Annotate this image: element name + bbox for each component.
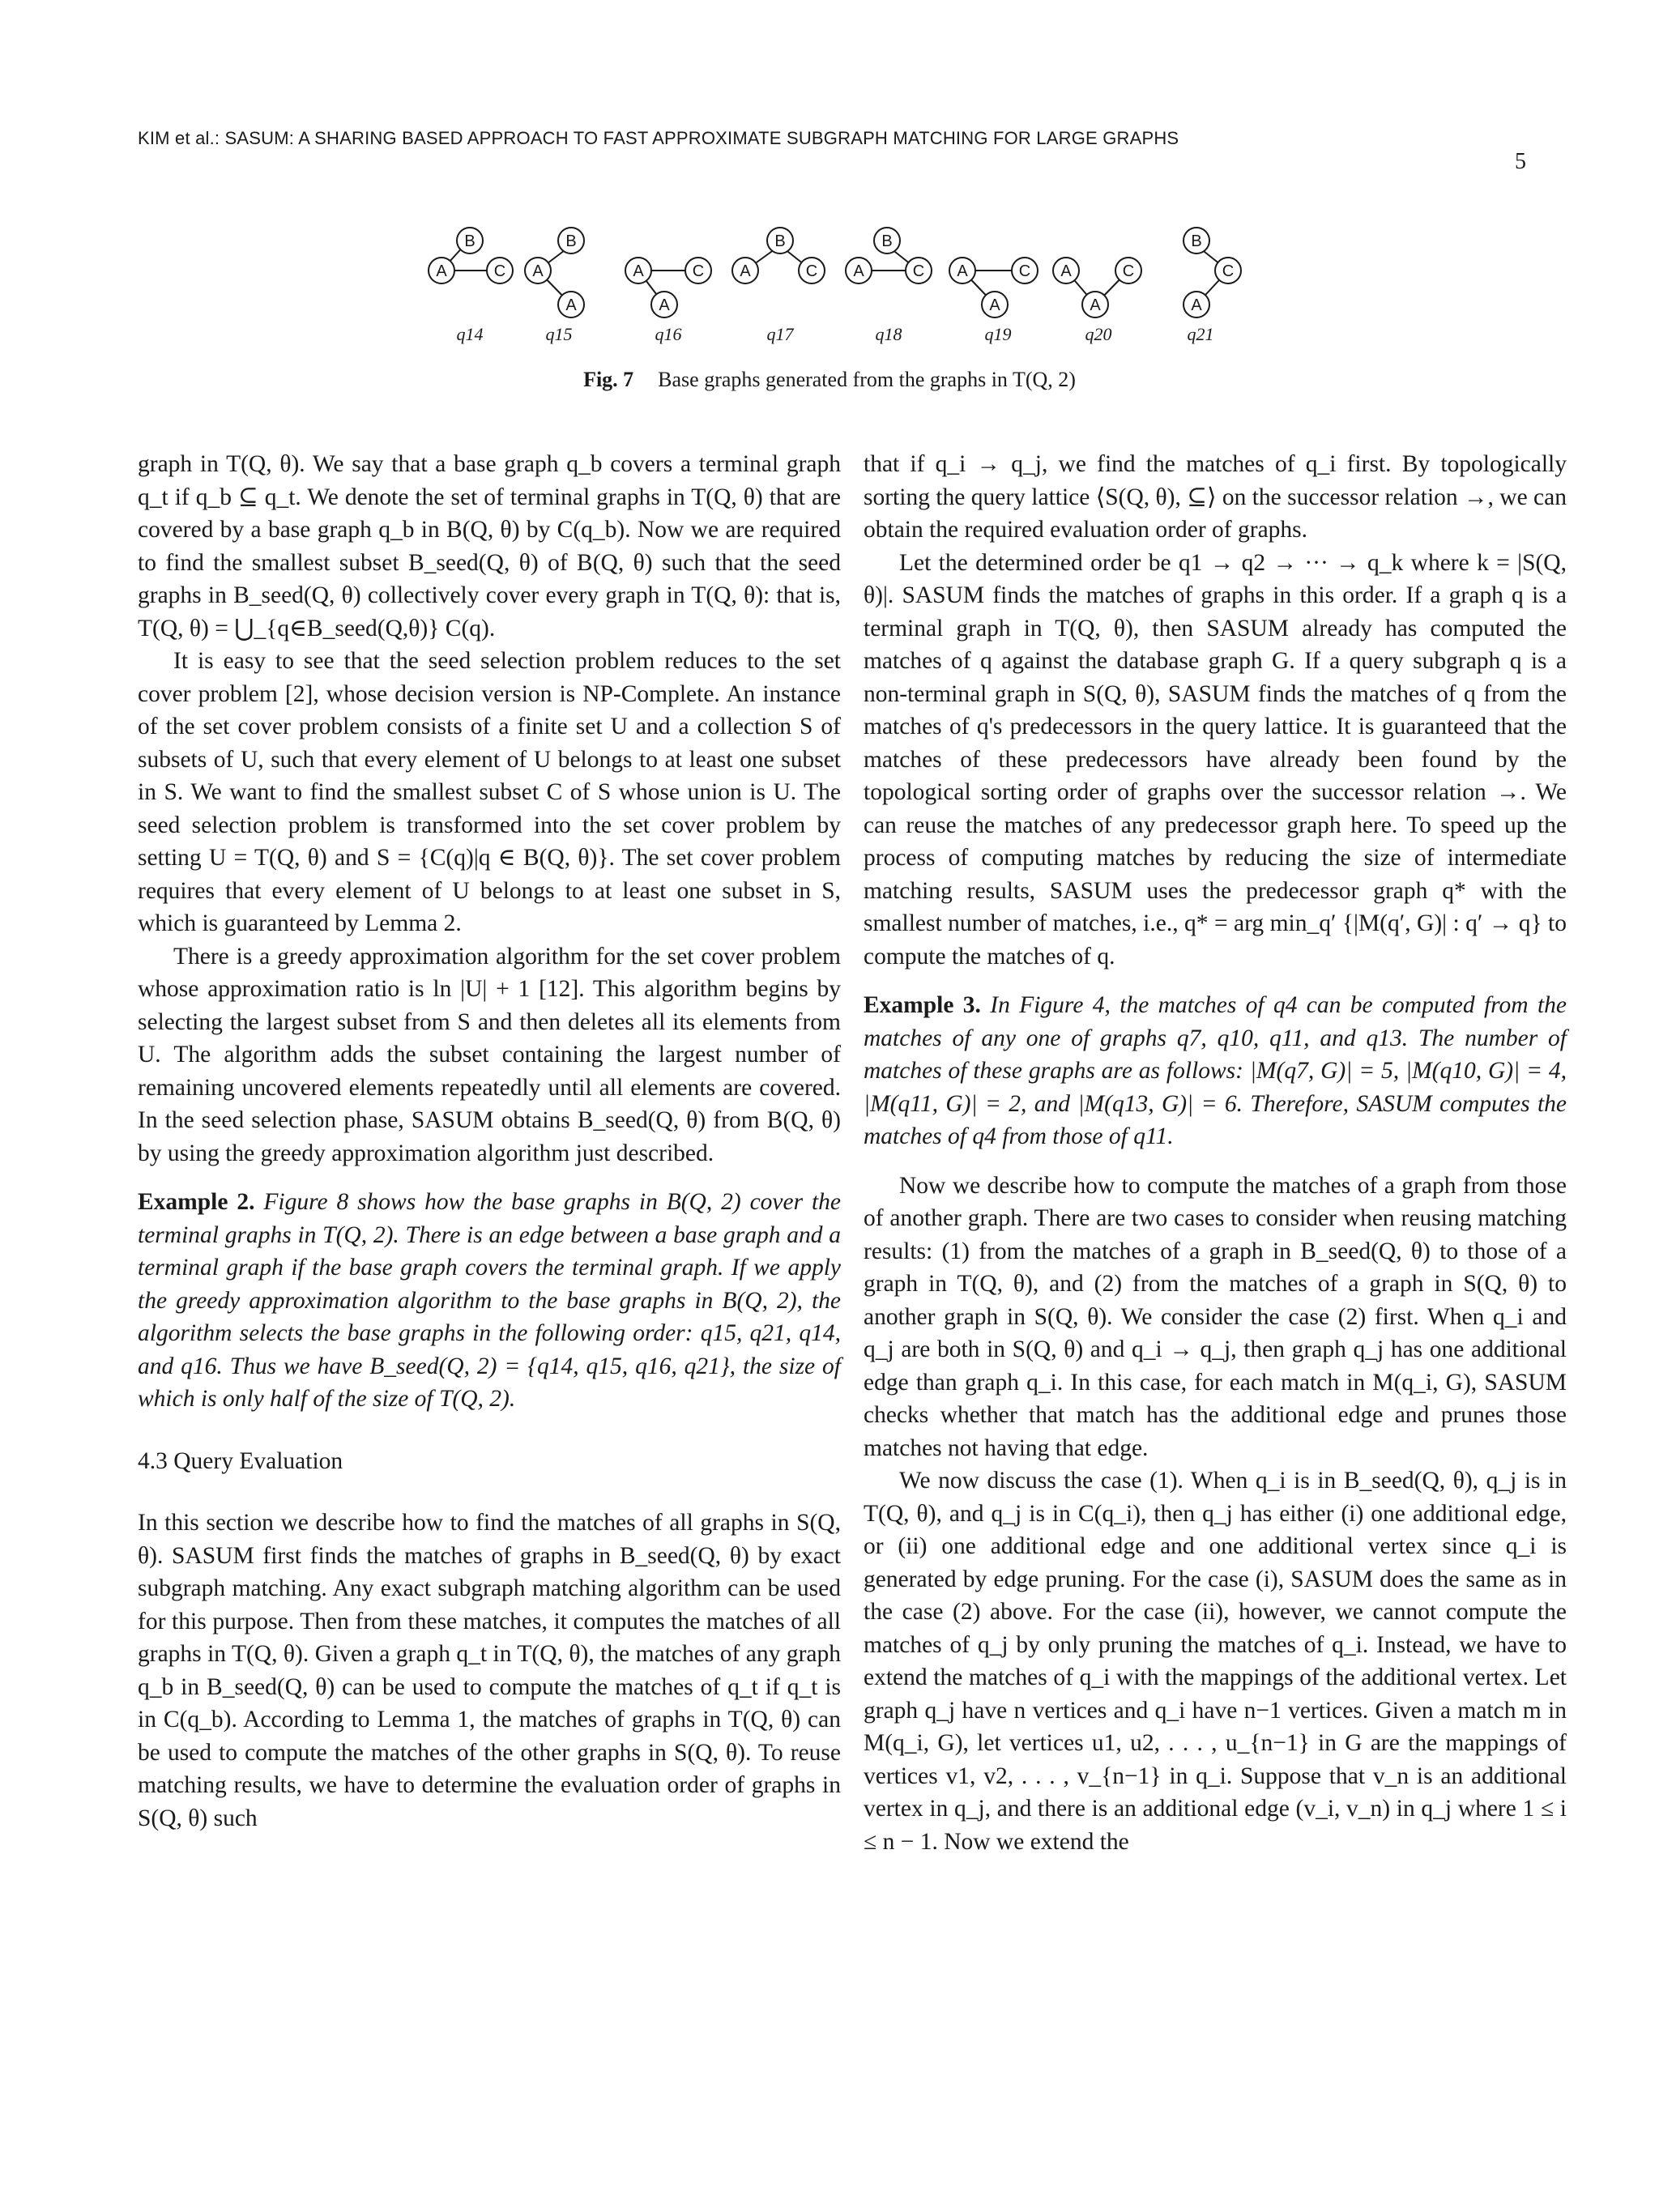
node-label: B [1191,232,1202,250]
figure-caption-text: Base graphs generated from the graphs in T(Q, 2) [658,368,1076,391]
figure-caption [0,368,1659,392]
graph-label: q18 [875,324,902,344]
node-label: A [1090,296,1101,314]
node-label: A [532,262,544,280]
node-label: A [957,262,968,280]
paragraph: graph in T(Q, θ). We say that a base graph q_b covers a terminal graph q_t if q_b ⊆ q_t. We denote the set of terminal graphs in T(Q, θ) that are covered by a base graph q_b in B(Q, θ) by C(q_b). Now we are required to find the smallest subset B_seed(Q, θ) of B(Q, θ) such that the seed graphs in B_seed(Q, θ) collectively cover every graph in T(Q, θ): that is, T(Q, θ) = ⋃_{q∈B_seed(Q,θ)} C(q). [138,451,841,641]
node-label: A [436,262,447,280]
node-label: A [659,296,670,314]
example-label: Example 2. [138,1189,255,1215]
node-label: C [912,262,925,280]
example-label: Example 3. [864,992,981,1018]
paragraph: Now we describe how to compute the matches of a graph from those of another graph. There are two cases to consider when reusing matching results: (1) from the matches of a graph in B_seed(Q, θ) to those of a graph in T(Q, θ), and (2) from the matches of a graph in S(Q, θ) to another graph in S(Q, θ). We consider the case (2) first. When q_i and q_j are both in S(Q, θ) and q_i → q_j, then graph q_j has one additional edge than graph q_i. In this case, for each match in M(q_i, G), SASUM checks whether that match has the additional edge and prunes those matches not having that edge. [864,1172,1567,1461]
node-label: A [853,262,864,280]
example-text: In Figure 4, the matches of q4 can be computed from the matches of any one of graphs q7, q10, q11, and q13. The number of matches of these graphs are as follows: |M(q7, G)| = 5, |M(q10, G)| = 4, |M(q11, G)| = 2, and |M(q13, G)| = 6. Therefore, SASUM computes the matches of q4 from those of q11. [864,992,1567,1149]
node-label: B [464,232,476,250]
graph-label: q19 [984,324,1012,344]
node-label: C [1122,262,1135,280]
node-label: A [1191,296,1202,314]
page-number: 5 [1515,149,1526,174]
node-label: A [989,296,1000,314]
paragraph: Let the determined order be q1 → q2 → ··· → q_k where k = |S(Q, θ)|. SASUM finds the matches of graphs in this order. If a graph q is a terminal graph in T(Q, θ), then SASUM already has computed the matches of q against the database graph G. If a query subgraph q is a non-terminal graph in S(Q, θ), SASUM finds the matches of q from the matches of q's predecessors in the query lattice. It is guaranteed that the matches of these predecessors have already been found by the topological sorting order of graphs over the successor relation →. We can reuse the matches of any predecessor graph here. To speed up the process of computing matches by reducing the size of intermediate matching results, SASUM uses the predecessor graph q* with the smallest number of matches, i.e., q* = arg min_q′ {|M(q′, G)| : q′ → q} to compute the matches of q. [864,549,1567,970]
node-label: A [633,262,644,280]
example-3 [864,989,1567,1153]
graph-label: q21 [1187,324,1214,344]
figure-caption-label: Fig. 7 [583,368,634,391]
node-label: A [565,296,577,314]
example-2 [138,1186,841,1416]
node-label: C [1222,262,1235,280]
graph-label: q20 [1085,324,1112,344]
node-label: B [774,232,786,250]
graph-label: q16 [655,324,682,344]
node-label: A [740,262,751,280]
node-label: B [881,232,893,250]
node-label: C [493,262,506,280]
paragraph: In this section we describe how to find the matches of all graphs in S(Q, θ). SASUM first finds the matches of graphs in B_seed(Q, θ) by exact subgraph matching. Any exact subgraph matching algorithm can be used for this purpose. Then from these matches, it computes the matches of all graphs in T(Q, θ). Given a graph q_t in T(Q, θ), the matches of any graph q_b in B_seed(Q, θ) can be used to compute the matches of q_t if q_t is in C(q_b). According to Lemma 1, the matches of graphs in T(Q, θ) can be used to compute the matches of the other graphs in S(Q, θ). To reuse matching results, we have to determine the evaluation order of graphs in S(Q, θ) such [138,1510,841,1831]
paragraph: It is easy to see that the seed selection problem reduces to the set cover problem [2], whose decision version is NP-Complete. An instance of the set cover problem consists of a finite set U and a collection S of subsets of U, such that every element of U belongs to at least one subset in S. We want to find the smallest subset C of S whose union is U. The seed selection problem is transformed into the set cover problem by setting U = T(Q, θ) and S = {C(q)|q ∈ B(Q, θ)}. The set cover problem requires that every element of U belongs to at least one subset in S, which is guaranteed by Lemma 2. [138,648,841,936]
running-header: KIM et al.: SASUM: A SHARING BASED APPROACH TO FAST APPROXIMATE SUBGRAPH MATCHING FOR LARGE GRAPHS [138,128,1179,148]
left-column [138,448,841,1835]
paragraph: There is a greedy approximation algorithm for the set cover problem whose approximation ratio is ln |U| + 1 [12]. This algorithm begins by selecting the largest subset from S and then deletes all its elements from U. The algorithm adds the subset containing the largest number of remaining uncovered elements repeatedly until all elements are covered. In the seed selection phase, SASUM obtains B_seed(Q, θ) from B(Q, θ) by using the greedy approximation algorithm just described. [138,943,841,1166]
graph-label: q14 [456,324,484,344]
right-column [864,448,1567,1858]
node-label: C [805,262,818,280]
node-label: A [1060,262,1072,280]
paragraph: We now discuss the case (1). When q_i is in B_seed(Q, θ), q_j is in T(Q, θ), and q_j is in C(q_i), then q_j has either (i) one additional edge, or (ii) one additional edge and one additional vertex since q_i is generated by edge pruning. For the case (i), SASUM does the same as in the case (2) above. For the case (ii), however, we cannot compute the matches of q_j by only pruning the matches of q_i. Instead, we have to extend the matches of q_i with the mappings of the additional vertex. Let graph q_j have n vertices and q_i have n−1 vertices. Given a match m in M(q_i, G), let vertices u1, u2, . . . , u_{n−1} in G are the mappings of vertices v1, v2, . . . , v_{n−1} in q_i. Suppose that v_n is an additional vertex in q_j, and there is an additional edge (v_i, v_n) in q_j where 1 ≤ i ≤ n − 1. Now we extend the [864,1468,1567,1855]
graph-label: q17 [766,324,794,344]
node-label: C [1018,262,1031,280]
node-label: B [565,232,577,250]
node-label: C [692,262,705,280]
base-graphs-diagram [0,219,1659,364]
section-heading: 4.3 Query Evaluation [138,1447,343,1474]
example-text: Figure 8 shows how the base graphs in B(Q, 2) cover the terminal graphs in T(Q, 2). There is an edge between a base graph and a terminal graph if the base graph covers the terminal graph. If we apply the greedy approximation algorithm to the base graphs in B(Q, 2), the algorithm selects the base graphs in the following order: q15, q21, q14, and q16. Thus we have B_seed(Q, 2) = {q14, q15, q16, q21}, the size of which is only half of the size of T(Q, 2). [138,1189,842,1412]
paragraph: that if q_i → q_j, we find the matches of q_i first. By topologically sorting the query lattice ⟨S(Q, θ), ⊆⟩ on the successor relation →, we can obtain the required evaluation order of graphs. [864,451,1567,543]
graph-label: q15 [545,324,573,344]
